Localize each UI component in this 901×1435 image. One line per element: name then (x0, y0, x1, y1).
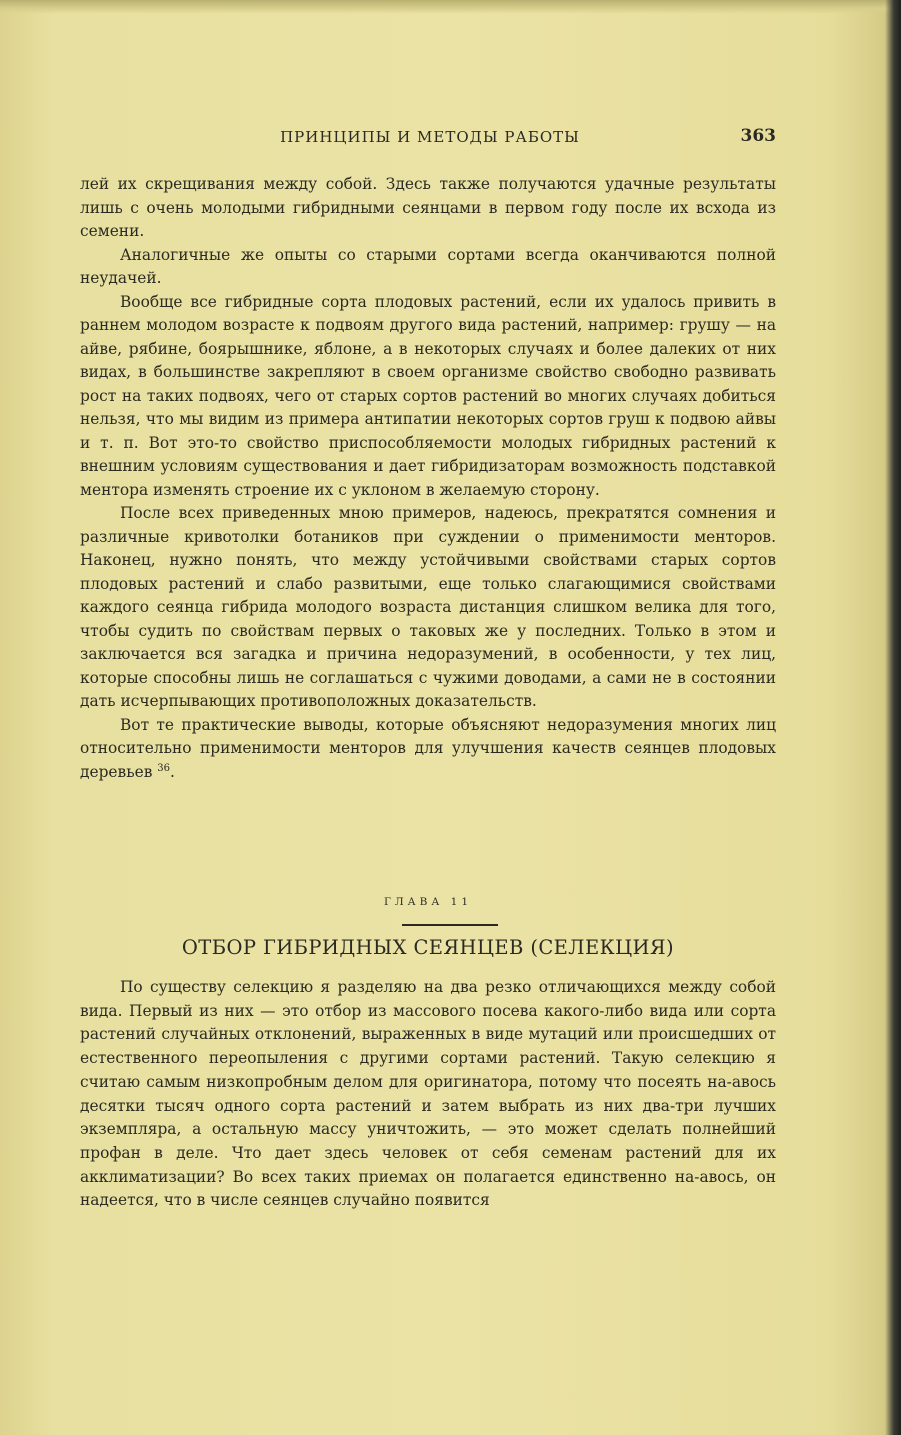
page-number: 363 (740, 126, 776, 146)
body-text-section-two (80, 976, 776, 1213)
page-top-shadow (0, 0, 901, 14)
paragraph-text: Вот те практические выводы, которые объясняют недоразумения многих лиц относительно применимости менторов для улучшения качеств сеянцев плодовых деревьев (80, 715, 776, 781)
running-head (80, 128, 780, 152)
chapter-label: ГЛАВА 11 (383, 896, 473, 908)
chapter-title: ОТБОР ГИБРИДНЫХ СЕЯНЦЕВ (СЕЛЕКЦИЯ) (181, 936, 675, 959)
chapter-divider (402, 924, 498, 926)
paragraph: лей их скрещивания между собой. Здесь также получаются удачные результаты лишь с очень молодыми гибридными сеянцами в первом году после их всхода из семени. (80, 175, 776, 240)
final-period: . (170, 762, 175, 781)
paragraph-with-footnote (80, 714, 776, 785)
running-title: ПРИНЦИПЫ И МЕТОДЫ РАБОТЫ (280, 128, 580, 146)
paragraph: По существу селекцию я разделяю на два резко отличающихся между собой вида. Первый из них — это отбор из массового посева какого-либо вида или сорта растений случайных отклонений, выраженных в виде мутаций или происшедших от естественного переопыления с другими сортами растений. Такую селекцию я считаю самым низкопробным делом для оригинатора, потому что посеять на-авось десятки тысяч одного сорта растений и затем выбрать из них два-три лучших экземпляра, а остальную массу уничтожить, — это может сделать полнейший профан в деле. Что дает здесь человек от себя семенам растений для их акклиматизации? Во всех таких приемах он полагается единственно на-авось, он надеется, что в числе сеянцев случайно появится (80, 978, 776, 1210)
page-right-shadow (885, 0, 901, 1435)
body-text-section-one (80, 173, 776, 784)
paragraph: Аналогичные же опыты со старыми сортами всегда оканчиваются полной неудачей. (80, 245, 776, 287)
paragraph: Вообще все гибридные сорта плодовых растений, если их удалось привить в раннем молодом возрасте к подвоям другого вида растений, например: грушу — на айве, рябине, боярышнике, яблоне, а в некоторых случаях и более далеких от них видах, в большинстве закрепляют в своем организме свойство свободно развивать рост на таких подвоях, чего от старых сортов растений во многих случаях добиться нельзя, что мы видим из примера антипатии некоторых сортов груш к подвою айвы и т. п. Вот это-то свойство приспособляемости молодых гибридных растений к внешним условиям существования и дает гибридизаторам возможность подставкой ментора изменять строение их с уклоном в желаемую сторону. (80, 292, 776, 499)
footnote-marker[interactable]: 36 (157, 762, 171, 774)
paragraph: После всех приведенных мною примеров, надеюсь, прекратятся сомнения и различные кривотолки ботаников при суждении о применимости менторов. Наконец, нужно понять, что между устойчивыми свойствами старых сортов плодовых растений и слабо развитыми, еще только слагающимися свойствами каждого сеянца гибрида молодого возраста дистанция слишком велика для того, чтобы судить по свойствам первых о таковых же у последних. Только в этом и заключается вся загадка и причина недоразумений, в особенности, у тех лиц, которые способны лишь не соглашаться с чужими доводами, а сами не в состоянии дать исчерпывающих противоположных доказательств. (80, 504, 776, 710)
